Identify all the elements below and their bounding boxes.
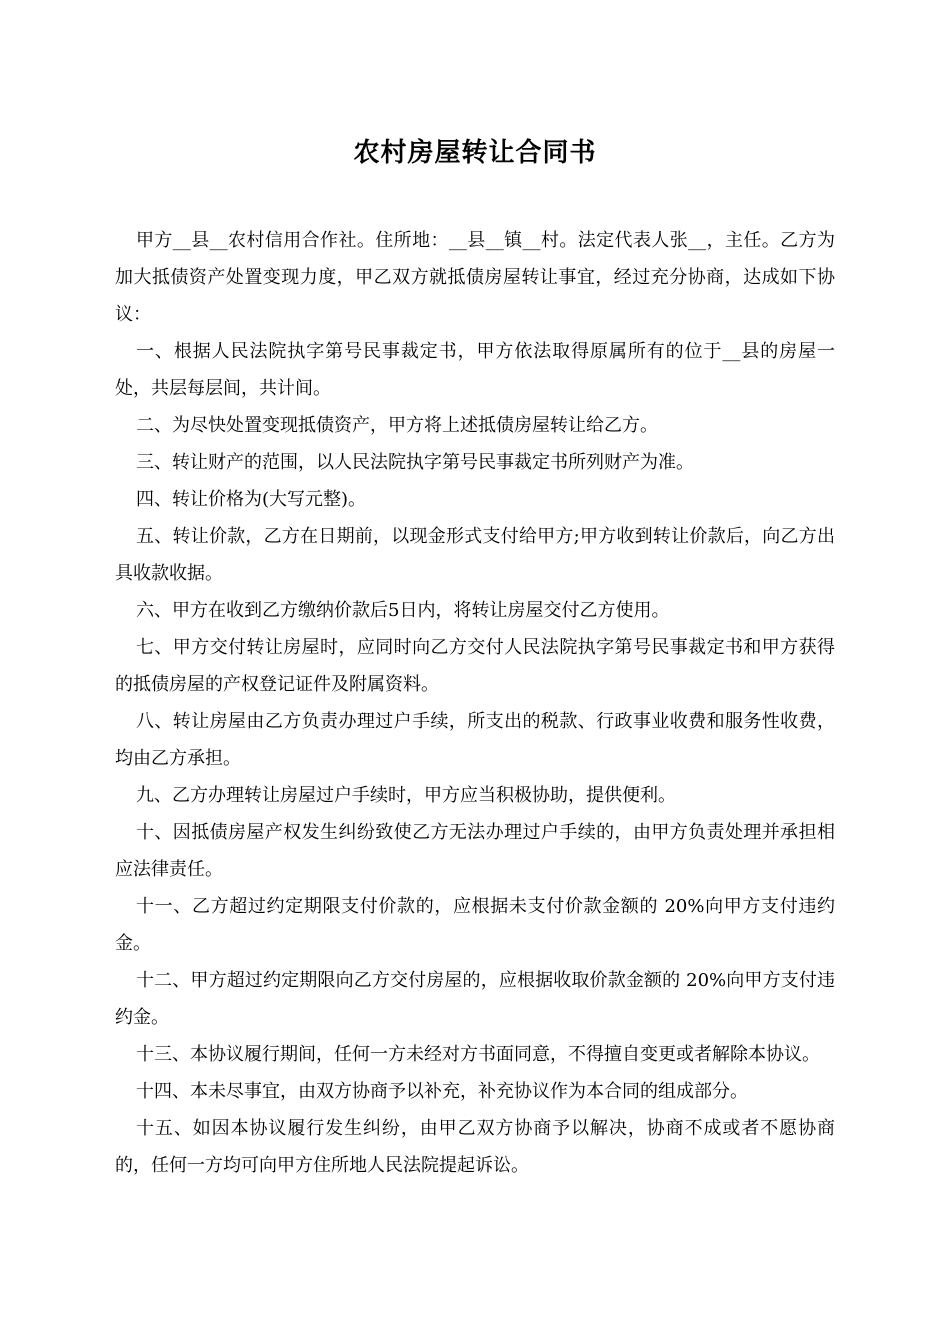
paragraph-clause-9: 九、乙方办理转让房屋过户手续时，甲方应当积极协助，提供便利。 — [136, 785, 676, 806]
paragraph-preamble: 甲方__县__农村信用合作社。住所地：__县__镇__村。法定代表人张__，主任。乙方为加大抵债资产处置变现力度，甲乙双方就抵债房屋转让事宜，经过充分协商，达成如下协议： — [115, 230, 835, 325]
paragraph-clause-14: 十四、本未尽事宜，由双方协商予以补充，补充协议作为本合同的组成部分。 — [136, 1081, 748, 1102]
document-title: 农村房屋转让合同书 — [353, 138, 597, 168]
paragraph-clause-10: 十、因抵债房屋产权发生纠纷致使乙方无法办理过户手续的，由甲方负责处理并承担相应法律责任。 — [115, 822, 835, 880]
paragraph-clause-2: 二、为尽快处置变现抵债资产，甲方将上述抵债房屋转让给乙方。 — [136, 415, 658, 436]
paragraph-clause-5: 五、转让价款，乙方在日期前，以现金形式支付给甲方;甲方收到转让价款后，向乙方出具收款收据。 — [115, 526, 835, 584]
paragraph-clause-1: 一、根据人民法院执字第号民事裁定书，甲方依法取得原属所有的位于__县的房屋一处，共层每层间，共计间。 — [115, 341, 835, 399]
paragraph-clause-11: 十一、乙方超过约定期限支付价款的，应根据未支付价款金额的 20%向甲方支付违约金。 — [115, 896, 835, 954]
paragraph-clause-12: 十二、甲方超过约定期限向乙方交付房屋的，应根据收取价款金额的 20%向甲方支付违约金。 — [115, 970, 835, 1028]
document-body — [115, 222, 835, 1184]
paragraph-clause-13: 十三、本协议履行期间，任何一方未经对方书面同意，不得擅自变更或者解除本协议。 — [136, 1044, 820, 1065]
paragraph-clause-3: 三、转让财产的范围，以人民法院执字第号民事裁定书所列财产为准。 — [136, 452, 694, 473]
paragraph-clause-7: 七、甲方交付转让房屋时，应同时向乙方交付人民法院执字第号民事裁定书和甲方获得的抵债房屋的产权登记证件及附属资料。 — [115, 637, 835, 695]
paragraph-clause-4: 四、转让价格为(大写元整)。 — [136, 489, 367, 510]
paragraph-clause-15: 十五、如因本协议履行发生纠纷，由甲乙双方协商予以解决，协商不成或者不愿协商的，任何一方均可向甲方住所地人民法院提起诉讼。 — [115, 1118, 835, 1176]
paragraph-clause-8: 八、转让房屋由乙方负责办理过户手续，所支出的税款、行政事业收费和服务性收费，均由乙方承担。 — [115, 711, 835, 769]
paragraph-clause-6: 六、甲方在收到乙方缴纳价款后5日内，将转让房屋交付乙方使用。 — [136, 600, 670, 621]
